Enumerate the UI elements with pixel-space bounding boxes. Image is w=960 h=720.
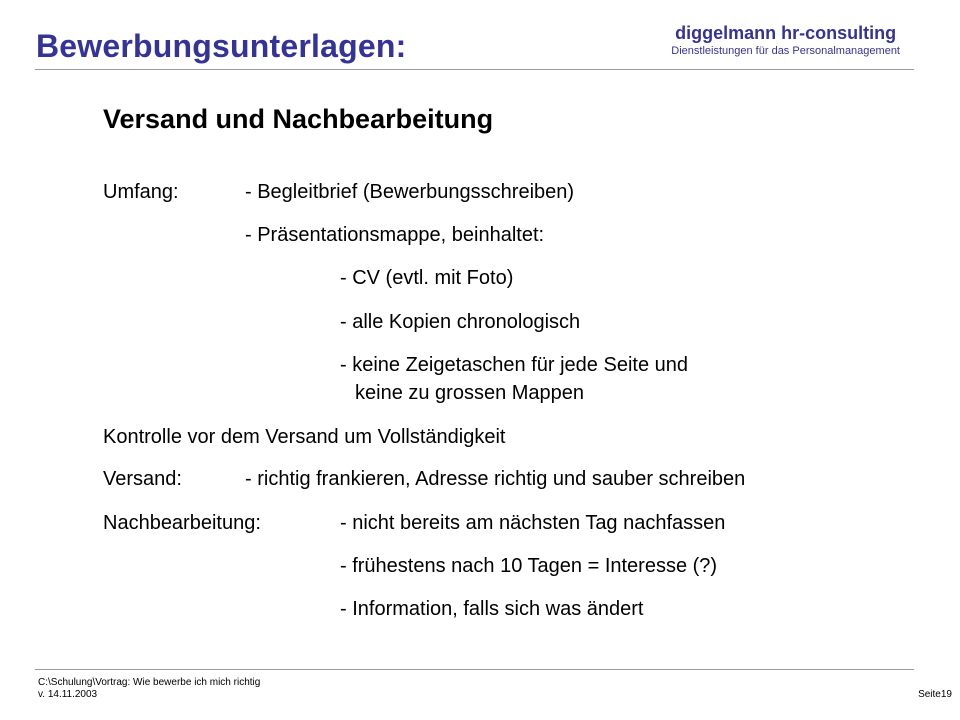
versand-item: - richtig frankieren, Adresse richtig und sauber schreiben (245, 468, 746, 490)
footer-divider (35, 669, 914, 670)
nachbearbeitung-item-2: - frühestens nach 10 Tagen = Interesse (?) (340, 555, 718, 577)
nachbearbeitung-item-1: - nicht bereits am nächsten Tag nachfassen (340, 512, 726, 534)
sub-item-3-line-2: keine zu grossen Mappen (355, 382, 585, 404)
kontrolle-line: Kontrolle vor dem Versand um Vollständigkeit (103, 426, 506, 448)
sub-item-3-line-1: - keine Zeigetaschen für jede Seite und (340, 354, 688, 376)
versand-label: Versand: (103, 468, 182, 490)
page-title: Bewerbungsunterlagen: (36, 28, 407, 64)
umfang-label: Umfang: (103, 181, 179, 203)
header-divider (35, 69, 914, 70)
brand-name: diggelmann hr-consulting (675, 23, 897, 43)
nachbearbeitung-label: Nachbearbeitung: (103, 512, 261, 534)
brand-tagline: Dienstleistungen für das Personalmanagement (671, 45, 900, 57)
footer-path: C:\Schulung\Vortrag: Wie bewerbe ich mich richtig (38, 677, 261, 688)
sub-item-2: - alle Kopien chronologisch (340, 311, 581, 333)
umfang-item-2: - Präsentationsmappe, beinhaltet: (245, 224, 545, 246)
footer-version: v. 14.11.2003 (38, 689, 98, 700)
page-number: Seite19 (918, 689, 952, 700)
brand-block (671, 22, 900, 58)
section-heading: Versand und Nachbearbeitung (103, 104, 494, 134)
nachbearbeitung-item-3: - Information, falls sich was ändert (340, 598, 644, 620)
sub-item-1: - CV (evtl. mit Foto) (340, 267, 514, 289)
umfang-item-1: - Begleitbrief (Bewerbungsschreiben) (245, 181, 575, 203)
